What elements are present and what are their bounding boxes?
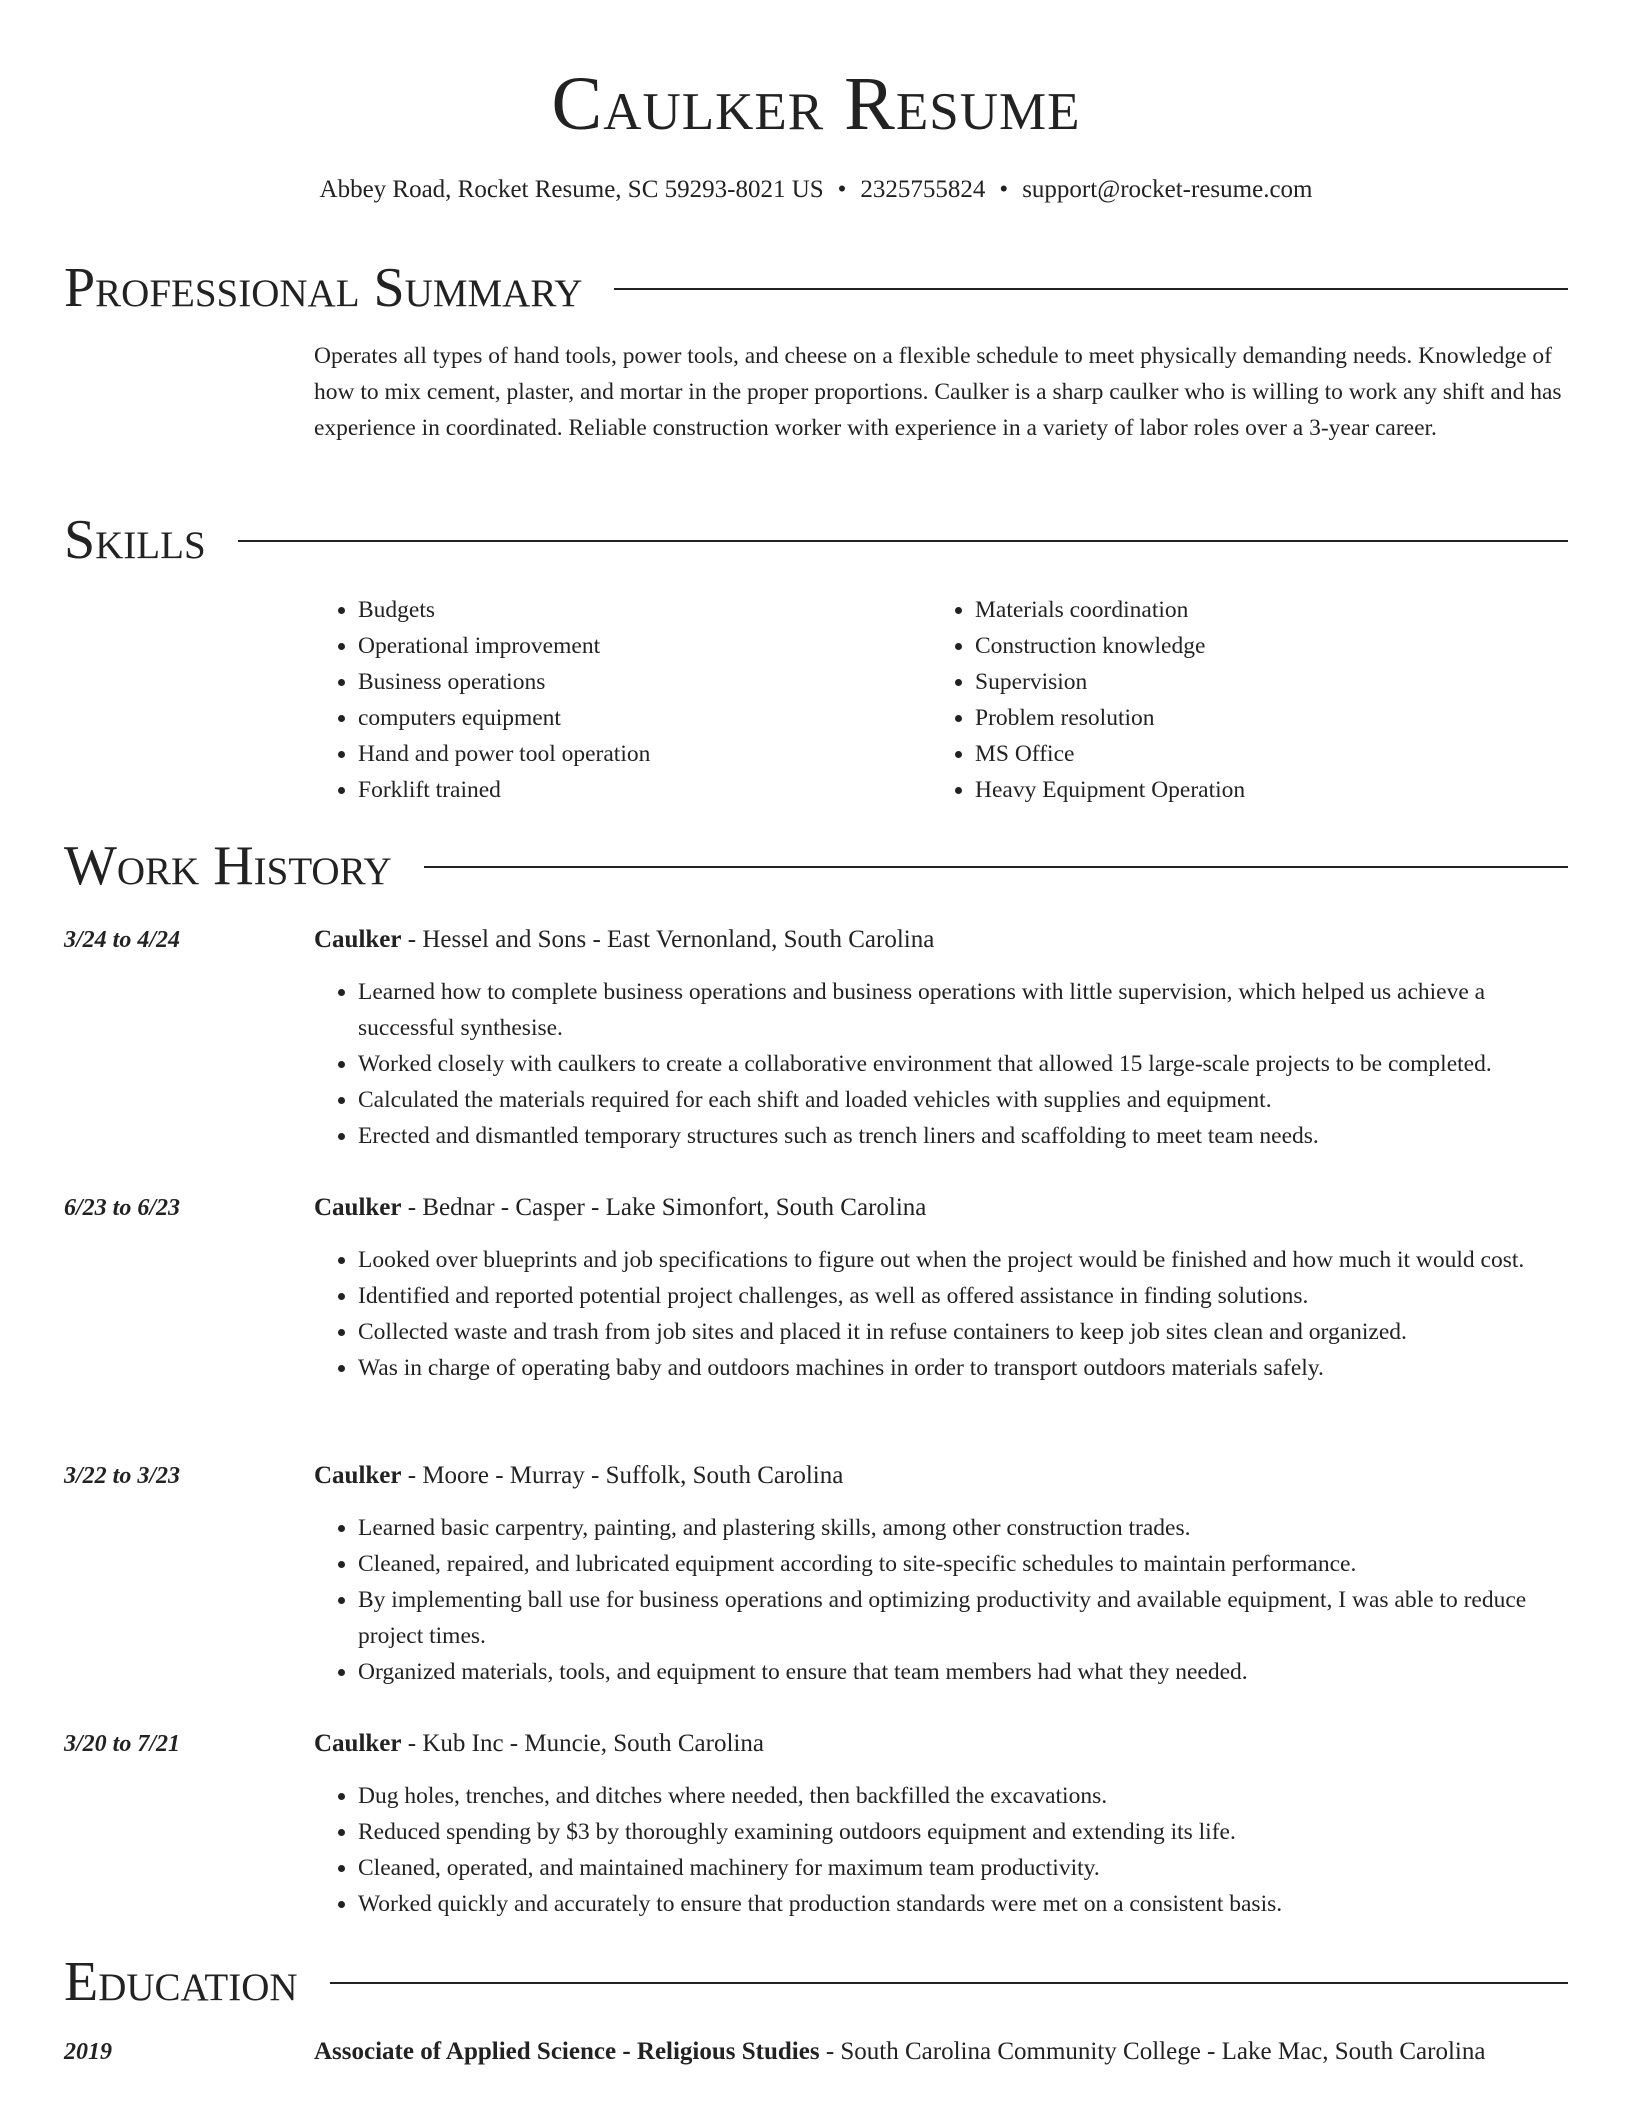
contact-line — [0, 172, 1632, 208]
section-work-history — [64, 834, 1568, 898]
skill-item: • Problem resolution — [975, 700, 1548, 736]
skills-column-right — [931, 592, 1548, 808]
job-details: - Kub Inc - Muncie, South Carolina — [401, 1730, 764, 1757]
job-dates: 3/24 to 4/24 — [64, 927, 181, 953]
skill-item: • Supervision — [975, 664, 1548, 700]
section-divider — [330, 1982, 1568, 1984]
job-bullet: • Learned how to complete business operations and business operations with little supervision, which helped us achieve a successful synthesise. — [358, 974, 1568, 1046]
section-professional-summary — [64, 256, 1568, 320]
job-bullet: • Worked quickly and accurately to ensure that production standards were met on a consistent basis. — [358, 1886, 1568, 1922]
job-bullet: • Erected and dismantled temporary structures such as trench liners and scaffolding to meet team needs. — [358, 1118, 1568, 1154]
summary-text: Operates all types of hand tools, power tools, and cheese on a flexible schedule to meet physically demanding needs. Knowledge of how to mix cement, plaster, and mortar in the proper proportions. Caulker is a sharp caulker who is willing to work any shift and has experience in coordinated. Reliable construction worker with experience in a variety of labor roles over a 3-year career. — [314, 343, 1562, 441]
job-bullets — [314, 974, 1568, 1154]
job-bullet: • Was in charge of operating baby and outdoors machines in order to transport outdoors materials safely. — [358, 1350, 1568, 1386]
job-bullet: • Cleaned, repaired, and lubricated equipment according to site-specific schedules to maintain performance. — [358, 1546, 1568, 1582]
job-bullets — [314, 1242, 1568, 1386]
job-bullet: • By implementing ball use for business operations and optimizing productivity and available equipment, I was able to reduce project times. — [358, 1582, 1568, 1654]
job-details: - Bednar - Casper - Lake Simonfort, South Carolina — [401, 1194, 927, 1221]
skill-item: • MS Office — [975, 736, 1548, 772]
section-heading: Skills — [64, 509, 206, 571]
job-bullet: • Learned basic carpentry, painting, and plastering skills, among other construction trades. — [358, 1510, 1568, 1546]
education-details: - South Carolina Community College - Lake Mac, South Carolina — [819, 2038, 1486, 2065]
job-dates: 6/23 to 6/23 — [64, 1195, 181, 1221]
job-bullets — [314, 1778, 1568, 1922]
skill-item: • computers equipment — [358, 700, 931, 736]
resume-title: Caulker Resume — [551, 62, 1081, 146]
job-bullets — [314, 1510, 1568, 1690]
job-bullet: • Worked closely with caulkers to create a collaborative environment that allowed 15 large-scale projects to be completed. — [358, 1046, 1568, 1082]
section-heading: Professional Summary — [64, 257, 583, 319]
email: support@rocket-resume.com — [1022, 176, 1313, 203]
section-divider — [614, 288, 1568, 290]
section-education — [64, 1950, 1568, 2014]
job-title — [314, 1458, 1568, 1494]
job-title — [314, 1726, 1568, 1762]
job-role: Caulker — [314, 1730, 402, 1757]
job-details: - Hessel and Sons - East Vernonland, South Carolina — [401, 926, 935, 953]
job-details: - Moore - Murray - Suffolk, South Carolina — [401, 1462, 844, 1489]
job-role: Caulker — [314, 926, 402, 953]
section-heading: Education — [64, 1951, 298, 2013]
skills-column-left — [314, 592, 931, 808]
job-dates: 3/22 to 3/23 — [64, 1463, 181, 1489]
job-title — [314, 922, 1568, 958]
education-degree: Associate of Applied Science - Religious Studies — [314, 2038, 820, 2065]
job-bullet: • Calculated the materials required for each shift and loaded vehicles with supplies and equipment. — [358, 1082, 1568, 1118]
skill-item: • Materials coordination — [975, 592, 1548, 628]
section-heading: Work History — [64, 835, 392, 897]
job-bullet: • Dug holes, trenches, and ditches where needed, then backfilled the excavations. — [358, 1778, 1568, 1814]
contact-separator: • — [837, 176, 847, 203]
section-divider — [238, 540, 1568, 542]
job-title — [314, 1190, 1568, 1226]
education-title — [314, 2034, 1568, 2070]
job-bullet: • Reduced spending by $3 by thoroughly examining outdoors equipment and extending its life. — [358, 1814, 1568, 1850]
education-year: 2019 — [64, 2039, 112, 2065]
job-role: Caulker — [314, 1462, 402, 1489]
job-bullet: • Cleaned, operated, and maintained machinery for maximum team productivity. — [358, 1850, 1568, 1886]
section-divider — [424, 866, 1568, 868]
skill-item: • Hand and power tool operation — [358, 736, 931, 772]
job-dates: 3/20 to 7/21 — [64, 1731, 181, 1757]
skill-item: • Operational improvement — [358, 628, 931, 664]
job-bullet: • Looked over blueprints and job specifications to figure out when the project would be finished and how much it would cost. — [358, 1242, 1568, 1278]
job-bullet: • Collected waste and trash from job sites and placed it in refuse containers to keep job sites clean and organized. — [358, 1314, 1568, 1350]
skill-item: • Business operations — [358, 664, 931, 700]
job-bullet: • Identified and reported potential project challenges, as well as offered assistance in finding solutions. — [358, 1278, 1568, 1314]
job-role: Caulker — [314, 1194, 402, 1221]
skill-item: • Forklift trained — [358, 772, 931, 808]
skill-item: • Construction knowledge — [975, 628, 1548, 664]
skill-item: • Budgets — [358, 592, 931, 628]
skills-list — [314, 592, 1568, 808]
job-bullet: • Organized materials, tools, and equipment to ensure that team members had what they needed. — [358, 1654, 1568, 1690]
skill-item: • Heavy Equipment Operation — [975, 772, 1548, 808]
contact-separator: • — [999, 176, 1009, 203]
address: Abbey Road, Rocket Resume, SC 59293-8021 US — [319, 176, 824, 203]
phone: 2325755824 — [860, 176, 986, 203]
section-skills — [64, 508, 1568, 572]
